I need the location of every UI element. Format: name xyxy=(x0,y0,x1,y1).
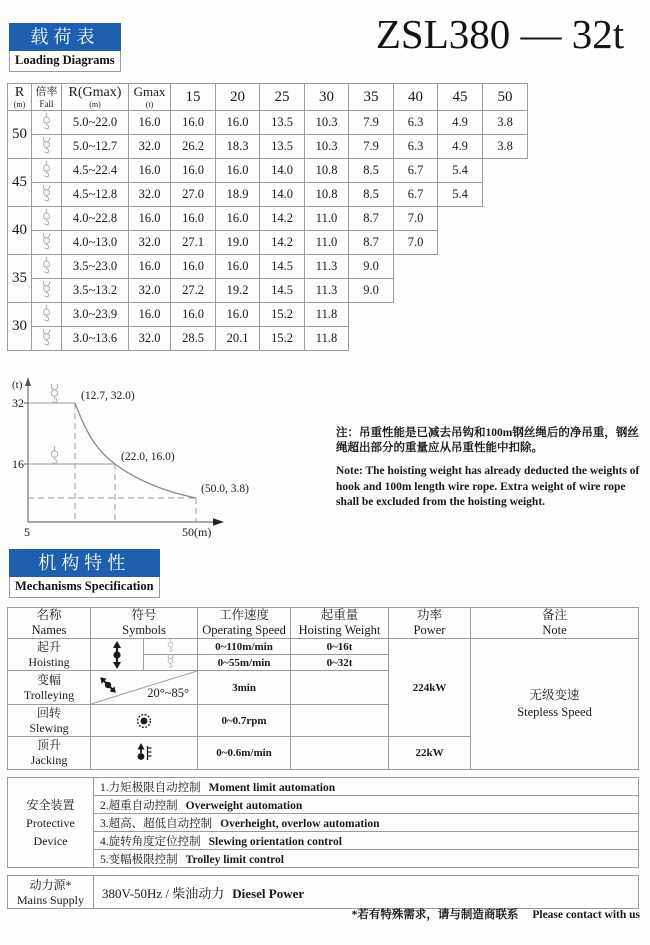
loading-row-r40-fall2 xyxy=(8,207,528,231)
gmax-cell: 32.0 xyxy=(129,327,171,351)
load-value-cell: 15.2 xyxy=(260,327,305,351)
gmax-cell: 32.0 xyxy=(129,183,171,207)
load-value-cell: 6.7 xyxy=(394,183,438,207)
fall-symbol-cell xyxy=(32,183,62,207)
load-value-cell: 14.0 xyxy=(260,183,305,207)
fall-symbol-cell xyxy=(32,135,62,159)
rgmax-range-cell: 3.5~13.2 xyxy=(62,279,129,303)
fall-symbol-cell xyxy=(32,231,62,255)
loading-row-r45-fall2 xyxy=(8,159,528,183)
y-tick-32: 32 xyxy=(12,396,24,410)
col-header-rgmax: R(Gmax) (m) xyxy=(62,84,129,111)
rgmax-range-cell: 3.0~23.9 xyxy=(62,303,129,327)
empty-cell xyxy=(483,279,528,303)
mechanisms-badge-zh: 机构特性 xyxy=(9,549,160,577)
load-value-cell: 5.4 xyxy=(438,159,483,183)
load-value-cell: 3.8 xyxy=(483,111,528,135)
load-value-cell: 15.2 xyxy=(260,303,305,327)
loading-row-r45-fall4 xyxy=(8,183,528,207)
hoisting-symbol-cell xyxy=(91,639,144,671)
load-value-cell: 3.8 xyxy=(483,135,528,159)
col-header-radius-35: 35 xyxy=(349,84,394,111)
load-value-cell: 16.0 xyxy=(216,111,260,135)
mechanisms-badge-en: Mechanisms Specification xyxy=(9,577,160,598)
load-value-cell: 19.0 xyxy=(216,231,260,255)
load-value-cell: 9.0 xyxy=(349,279,394,303)
rgmax-range-cell: 5.0~12.7 xyxy=(62,135,129,159)
page-title: ZSL380 — 32t xyxy=(375,11,625,57)
note-en: Note: The hoisting weight has already deducted the weights of hook and 100m length wire rope. Extra weight of wire rope shall be excluded from the hoisting weight. xyxy=(336,465,640,508)
load-value-cell: 8.5 xyxy=(349,159,394,183)
load-value-cell: 4.9 xyxy=(438,135,483,159)
hoisting-weight-2: 0~32t xyxy=(291,655,389,671)
rgmax-range-cell: 3.0~13.6 xyxy=(62,327,129,351)
load-value-cell: 13.5 xyxy=(260,135,305,159)
y-axis-arrow-icon xyxy=(25,377,31,386)
empty-cell xyxy=(394,255,438,279)
mains-supply-name: 动力源* Mains Supply xyxy=(8,876,94,909)
load-value-cell: 13.5 xyxy=(260,111,305,135)
protective-item-text: 2.超重自动控制 Overweight automation xyxy=(94,796,639,814)
load-value-cell: 11.8 xyxy=(305,303,349,327)
gmax-cell: 16.0 xyxy=(129,159,171,183)
load-value-cell: 7.0 xyxy=(394,231,438,255)
col-header-fall: 倍率 Fall xyxy=(32,84,62,111)
protective-item-text: 1.力矩极限自动控制 Moment limit automation xyxy=(94,778,639,796)
slewing-weight-empty xyxy=(291,705,389,737)
footer-en: Please contact with us xyxy=(532,909,640,921)
load-value-cell: 27.2 xyxy=(171,279,216,303)
load-value-cell: 16.0 xyxy=(171,111,216,135)
empty-cell xyxy=(483,183,528,207)
load-value-cell: 11.3 xyxy=(305,255,349,279)
load-value-cell: 16.0 xyxy=(171,303,216,327)
stepless-speed-cell: 无级变速 Stepless Speed xyxy=(471,639,639,770)
col-header-radius-40: 40 xyxy=(394,84,438,111)
mech-header-row xyxy=(8,608,639,639)
loading-section-badge xyxy=(9,23,121,72)
fall-symbol-cell xyxy=(32,327,62,351)
radius-group-label: 40 xyxy=(8,207,32,255)
load-value-cell: 11.0 xyxy=(305,207,349,231)
empty-cell xyxy=(349,327,394,351)
footer-zh: *若有特殊需求，请与制造商联系 xyxy=(351,909,519,921)
fall-symbol-cell xyxy=(32,255,62,279)
col-header-radius-25: 25 xyxy=(260,84,305,111)
empty-cell xyxy=(438,279,483,303)
load-value-cell: 10.8 xyxy=(305,159,349,183)
mains-supply-row xyxy=(8,876,639,909)
load-value-cell: 20.1 xyxy=(216,327,260,351)
hoisting-speed-1: 0~110m/min xyxy=(198,639,291,655)
mech-col-note: 备注 Note xyxy=(471,608,639,639)
slew-icon xyxy=(136,713,152,729)
y-tick-16: 16 xyxy=(12,457,24,471)
fall-4-icon xyxy=(51,384,57,402)
fall-2-icon xyxy=(40,113,53,133)
point-label-1: (12.7, 32.0) xyxy=(81,390,135,402)
radius-group-label: 45 xyxy=(8,159,32,207)
load-value-cell: 14.2 xyxy=(260,231,305,255)
fall-symbol-cell xyxy=(32,159,62,183)
rgmax-range-cell: 4.0~13.0 xyxy=(62,231,129,255)
col-header-radius-45: 45 xyxy=(438,84,483,111)
protective-table-body xyxy=(8,778,639,868)
loading-row-r50-fall4 xyxy=(8,135,528,159)
rgmax-range-cell: 4.5~12.8 xyxy=(62,183,129,207)
load-value-cell: 16.0 xyxy=(216,207,260,231)
fall-4-icon xyxy=(40,233,53,253)
rgmax-range-cell: 3.5~23.0 xyxy=(62,255,129,279)
trolley-arrow-icon xyxy=(97,674,119,696)
fall-4-icon xyxy=(164,655,177,670)
fall-4-icon xyxy=(40,137,53,157)
mech-col-weight: 起重量 Hoisting Weight xyxy=(291,608,389,639)
fall-2-cell xyxy=(144,639,198,655)
hoisting-speed-2: 0~55m/min xyxy=(198,655,291,671)
point-label-2: (22.0, 16.0) xyxy=(121,451,175,463)
jacking-power: 22kW xyxy=(389,737,471,770)
loading-table-header-row xyxy=(8,84,528,111)
fall-4-icon xyxy=(40,329,53,349)
load-value-cell: 11.8 xyxy=(305,327,349,351)
fall-4-cell xyxy=(144,655,198,671)
load-value-cell: 27.1 xyxy=(171,231,216,255)
gmax-cell: 32.0 xyxy=(129,135,171,159)
load-value-cell: 16.0 xyxy=(216,159,260,183)
empty-cell xyxy=(483,159,528,183)
empty-cell xyxy=(394,327,438,351)
trolleying-weight-empty xyxy=(291,671,389,705)
empty-cell xyxy=(394,279,438,303)
empty-cell xyxy=(394,303,438,327)
protective-item-row-3 xyxy=(8,814,639,832)
load-value-cell: 19.2 xyxy=(216,279,260,303)
loading-row-r40-fall4 xyxy=(8,231,528,255)
radius-group-label: 50 xyxy=(8,111,32,159)
load-value-cell: 10.8 xyxy=(305,183,349,207)
load-value-cell: 16.0 xyxy=(216,303,260,327)
empty-cell xyxy=(483,327,528,351)
gmax-cell: 16.0 xyxy=(129,303,171,327)
mech-col-power: 功率 Power xyxy=(389,608,471,639)
protective-item-row-4 xyxy=(8,832,639,850)
slewing-name: 回转 Slewing xyxy=(8,705,91,737)
load-value-cell: 7.9 xyxy=(349,135,394,159)
radius-group-label: 35 xyxy=(8,255,32,303)
jacking-weight-empty xyxy=(291,737,389,770)
protective-device-table xyxy=(7,777,639,868)
empty-cell xyxy=(438,255,483,279)
slewing-speed: 0~0.7rpm xyxy=(198,705,291,737)
fall-2-icon xyxy=(40,161,53,181)
load-value-cell: 8.7 xyxy=(349,231,394,255)
load-value-cell: 10.3 xyxy=(305,135,349,159)
load-value-cell: 18.3 xyxy=(216,135,260,159)
jacking-speed: 0~0.6m/min xyxy=(198,737,291,770)
mains-supply-value: 380V-50Hz / 柴油动力 Diesel Power xyxy=(94,876,639,909)
loading-table-body xyxy=(8,111,528,351)
protective-device-name: 安全装置 Protective Device xyxy=(8,778,94,868)
col-header-radius-20: 20 xyxy=(216,84,260,111)
jacking-name: 顶升 Jacking xyxy=(8,737,91,770)
fall-2-icon xyxy=(51,446,57,463)
load-value-cell: 9.0 xyxy=(349,255,394,279)
mech-col-speed: 工作速度 Operating Speed xyxy=(198,608,291,639)
load-value-cell: 14.2 xyxy=(260,207,305,231)
loading-badge-zh: 载荷表 xyxy=(9,23,121,51)
load-value-cell: 8.7 xyxy=(349,207,394,231)
load-value-cell: 26.2 xyxy=(171,135,216,159)
mains-supply-table xyxy=(7,875,639,909)
empty-cell xyxy=(438,327,483,351)
empty-cell xyxy=(483,231,528,255)
gmax-cell: 32.0 xyxy=(129,231,171,255)
note-zh: 注：吊重性能是已减去吊钩和100m钢丝绳后的净吊重，钢丝绳超出部分的重量应从吊重性能中扣除。 xyxy=(336,427,639,455)
load-value-cell: 4.9 xyxy=(438,111,483,135)
load-value-cell: 10.3 xyxy=(305,111,349,135)
point-label-3: (50.0, 3.8) xyxy=(201,483,249,495)
load-value-cell: 18.9 xyxy=(216,183,260,207)
rgmax-range-cell: 4.0~22.8 xyxy=(62,207,129,231)
trolleying-symbol-cell xyxy=(91,671,198,705)
load-value-cell: 7.9 xyxy=(349,111,394,135)
gmax-cell: 16.0 xyxy=(129,207,171,231)
mech-col-symbols: 符号 Symbols xyxy=(91,608,198,639)
loading-row-r30-fall4 xyxy=(8,327,528,351)
loading-row-r50-fall2 xyxy=(8,111,528,135)
hoisting-row-1 xyxy=(8,639,639,655)
fall-symbol-cell xyxy=(32,279,62,303)
empty-cell xyxy=(349,303,394,327)
load-value-cell: 14.5 xyxy=(260,255,305,279)
power-main-cell: 224kW xyxy=(389,639,471,737)
hoisting-weight-1: 0~16t xyxy=(291,639,389,655)
protective-item-text: 5.变幅极限控制 Trolley limit control xyxy=(94,850,639,868)
mech-col-names: 名称 Names xyxy=(8,608,91,639)
fall-4-icon xyxy=(40,185,53,205)
empty-cell xyxy=(438,231,483,255)
load-value-cell: 16.0 xyxy=(171,255,216,279)
col-header-radius-50: 50 xyxy=(483,84,528,111)
load-value-cell: 8.5 xyxy=(349,183,394,207)
fall-symbol-cell xyxy=(32,303,62,327)
x-tick-50: 50(m) xyxy=(182,525,212,539)
rgmax-range-cell: 4.5~22.4 xyxy=(62,159,129,183)
rgmax-range-cell: 5.0~22.0 xyxy=(62,111,129,135)
gmax-cell: 16.0 xyxy=(129,255,171,279)
load-value-cell: 27.0 xyxy=(171,183,216,207)
slewing-symbol-cell xyxy=(91,705,198,737)
jack-icon xyxy=(136,743,153,763)
fall-2-icon xyxy=(40,257,53,277)
load-value-cell: 16.0 xyxy=(171,159,216,183)
fall-2-icon xyxy=(164,639,177,654)
y-axis-label: (t) xyxy=(12,379,23,391)
load-value-cell: 14.5 xyxy=(260,279,305,303)
gmax-cell: 32.0 xyxy=(129,279,171,303)
load-value-cell: 7.0 xyxy=(394,207,438,231)
col-header-radius-30: 30 xyxy=(305,84,349,111)
fall-2-icon xyxy=(40,305,53,325)
load-value-cell: 28.5 xyxy=(171,327,216,351)
protective-item-text: 3.超高、超低自动控制 Overheight, overlow automation xyxy=(94,814,639,832)
col-header-gmax: Gmax (t) xyxy=(129,84,171,111)
empty-cell xyxy=(483,207,528,231)
col-header-r: R (m) xyxy=(8,84,32,111)
fall-symbol-cell xyxy=(32,207,62,231)
load-value-cell: 16.0 xyxy=(171,207,216,231)
x-tick-5: 5 xyxy=(24,525,30,539)
hoisting-name: 起升 Hoisting xyxy=(8,639,91,671)
fall-symbol-cell xyxy=(32,111,62,135)
hoist-arrow-icon xyxy=(111,641,123,669)
loading-row-r35-fall2 xyxy=(8,255,528,279)
fall-2-icon xyxy=(40,209,53,229)
fall-4-icon xyxy=(40,281,53,301)
load-value-cell: 6.7 xyxy=(394,159,438,183)
gmax-cell: 16.0 xyxy=(129,111,171,135)
protective-item-row-5 xyxy=(8,850,639,868)
loading-table xyxy=(7,83,528,351)
mechanisms-table xyxy=(7,607,639,770)
hoisting-weight-notes xyxy=(336,426,644,518)
empty-cell xyxy=(483,255,528,279)
loading-badge-en: Loading Diagrams xyxy=(9,51,121,72)
load-value-cell: 6.3 xyxy=(394,111,438,135)
loading-row-r30-fall2 xyxy=(8,303,528,327)
protective-item-row-1 xyxy=(8,778,639,796)
load-value-cell: 16.0 xyxy=(216,255,260,279)
empty-cell xyxy=(438,303,483,327)
trolley-angle-range: 20°~85° xyxy=(147,686,190,700)
load-value-cell: 5.4 xyxy=(438,183,483,207)
footer-contact-note xyxy=(352,906,640,922)
protective-item-row-2 xyxy=(8,796,639,814)
empty-cell xyxy=(483,303,528,327)
load-curve-chart xyxy=(10,375,340,543)
load-value-cell: 11.3 xyxy=(305,279,349,303)
col-header-radius-15: 15 xyxy=(171,84,216,111)
trolleying-speed: 3min xyxy=(198,671,291,705)
load-value-cell: 6.3 xyxy=(394,135,438,159)
protective-item-text: 4.旋转角度定位控制 Slewing orientation control xyxy=(94,832,639,850)
load-value-cell: 14.0 xyxy=(260,159,305,183)
load-value-cell: 11.0 xyxy=(305,231,349,255)
trolleying-name: 变幅 Trolleying xyxy=(8,671,91,705)
jacking-symbol-cell xyxy=(91,737,198,770)
empty-cell xyxy=(438,207,483,231)
loading-row-r35-fall4 xyxy=(8,279,528,303)
x-axis-arrow-icon xyxy=(213,518,224,526)
radius-group-label: 30 xyxy=(8,303,32,351)
mechanisms-section-badge xyxy=(9,549,160,598)
